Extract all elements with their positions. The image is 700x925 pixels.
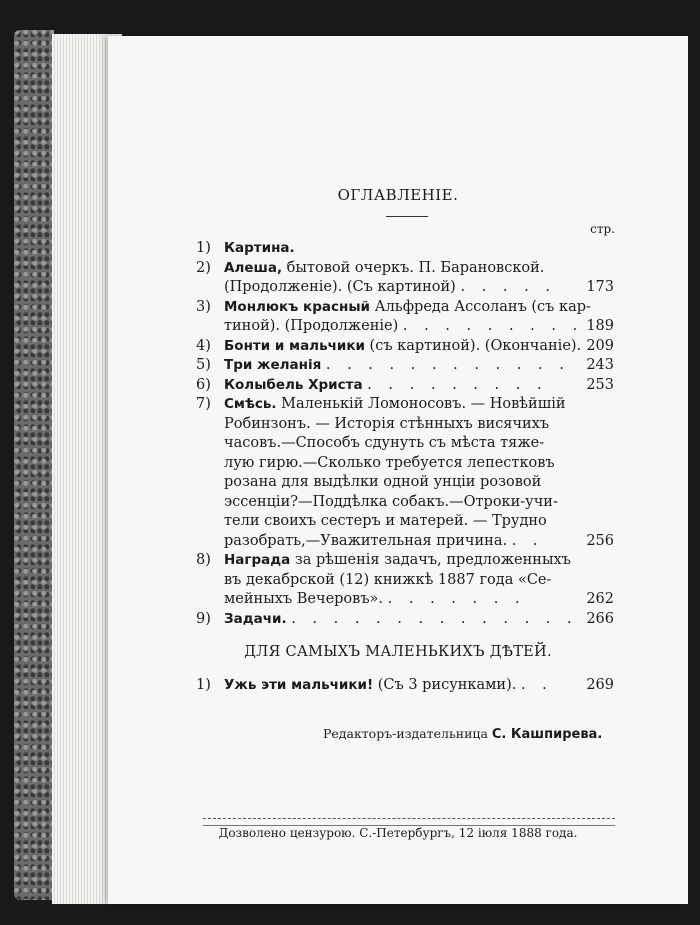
table-of-contents (196, 239, 614, 629)
entry-page: 253 (586, 376, 614, 393)
entry-title: Три желанія (224, 357, 322, 373)
kids-section (196, 676, 614, 696)
entry-title: Задачи. (224, 610, 287, 627)
editor-credit (323, 726, 602, 742)
entry-text: Маленькій Ломоносовъ. — Новѣйшій (276, 396, 566, 412)
entry-number: 7) (196, 396, 211, 412)
entry-title: Картина. (224, 240, 295, 256)
entry-text: лую гирю.—Сколько требуется лепестковъ (224, 454, 555, 471)
entry-text: тели своихъ сестеръ и матерей. — Трудно (224, 513, 547, 529)
entry-leader: . . (511, 532, 544, 549)
entry-page: 173 (586, 279, 614, 295)
toc-entry (196, 259, 614, 298)
toc-entry (196, 337, 614, 357)
entry-title: Смѣсь. (224, 396, 277, 412)
entry-text: (съ картиной). (Окончаніе). (364, 337, 582, 354)
toc-entry (196, 298, 614, 337)
entry-leader: . . . . . (460, 279, 556, 295)
entry-page: 256 (586, 532, 614, 549)
censor-note: Дозволено цензурою. С.-Петербургъ, 12 іюля 1888 года. (218, 826, 578, 840)
entry-text: тиной). (Продолженіе) (224, 318, 399, 334)
entry-leader: . . . . . . . (387, 591, 526, 607)
toc-entry (196, 676, 614, 696)
entry-text: (Съ 3 рисунками). (373, 677, 517, 693)
entry-number: 5) (196, 357, 211, 373)
censor-divider (203, 818, 615, 826)
entry-number: 3) (196, 298, 211, 315)
entry-number: 1) (196, 240, 211, 256)
entry-leader: . . (520, 677, 553, 693)
toc-entry (196, 395, 614, 551)
entry-number: 6) (196, 376, 211, 393)
entry-page: 269 (586, 677, 614, 693)
page-title: ОГЛАВЛЕНІЕ. (337, 186, 459, 204)
entry-page: 243 (586, 357, 614, 373)
editor-label: Редакторъ-издательница (323, 726, 488, 741)
entry-number: 9) (196, 610, 211, 627)
entry-title: Алеша, (224, 259, 283, 276)
entry-text: Альфреда Ассоланъ (съ кар- (370, 298, 591, 315)
title-divider (386, 216, 428, 217)
entry-text: (Продолженіе). (Съ картиной) (224, 279, 456, 295)
entry-leader: . . . . . . . . . (402, 318, 584, 334)
entry-title: Монлюкъ красный (224, 298, 370, 315)
entry-title: Ужь эти мальчики! (224, 677, 374, 693)
entry-text: бытовой очеркъ. П. Барановской. (282, 259, 545, 276)
entry-page: 209 (586, 337, 614, 354)
entry-number: 4) (196, 337, 211, 354)
entry-number: 1) (196, 677, 211, 693)
entry-page: 189 (586, 318, 614, 334)
page-column-label: стр. (590, 222, 615, 236)
kids-section-title: ДЛЯ САМЫХЪ МАЛЕНЬКИХЪ ДѢТЕЙ. (244, 644, 552, 660)
entry-title: Бонти и мальчики (224, 337, 365, 354)
entry-page: 266 (586, 610, 614, 627)
toc-entry (196, 239, 614, 259)
toc-entry (196, 376, 614, 396)
entry-text: эссенціи?—Поддѣлка собакъ.—Отроки-учи- (224, 493, 558, 510)
entry-text: въ декабрской (12) книжкѣ 1887 года «Се- (224, 571, 552, 588)
entry-text: мейныхъ Вечеровъ». (224, 591, 384, 607)
toc-entry (196, 551, 614, 610)
entry-title: Награда (224, 552, 291, 568)
editor-name: С. Кашпирева. (491, 727, 603, 742)
entry-text: розана для выдѣлки одной унціи розовой (224, 474, 542, 490)
entry-page: 262 (586, 591, 614, 607)
entry-leader: . . . . . . . . . . . . . . (291, 610, 578, 627)
entry-text: Робинзонъ. — Исторія стѣнныхъ висячихъ (224, 415, 550, 432)
toc-entry (196, 610, 614, 630)
entry-title: Колыбель Христа (224, 376, 363, 393)
entry-text: за рѣшенія задачъ, предложенныхъ (290, 552, 571, 568)
entry-text: разобрать,—Уважительная причина. (224, 532, 508, 549)
entry-number: 2) (196, 259, 211, 276)
book-page (108, 36, 688, 904)
entry-leader: . . . . . . . . . . . . (325, 357, 570, 373)
entry-leader: . . . . . . . . . (367, 376, 548, 393)
entry-number: 8) (196, 552, 211, 568)
toc-entry (196, 356, 614, 376)
entry-text: часовъ.—Способъ сдунуть съ мѣста тяже- (224, 435, 545, 451)
book-spine (14, 30, 54, 900)
